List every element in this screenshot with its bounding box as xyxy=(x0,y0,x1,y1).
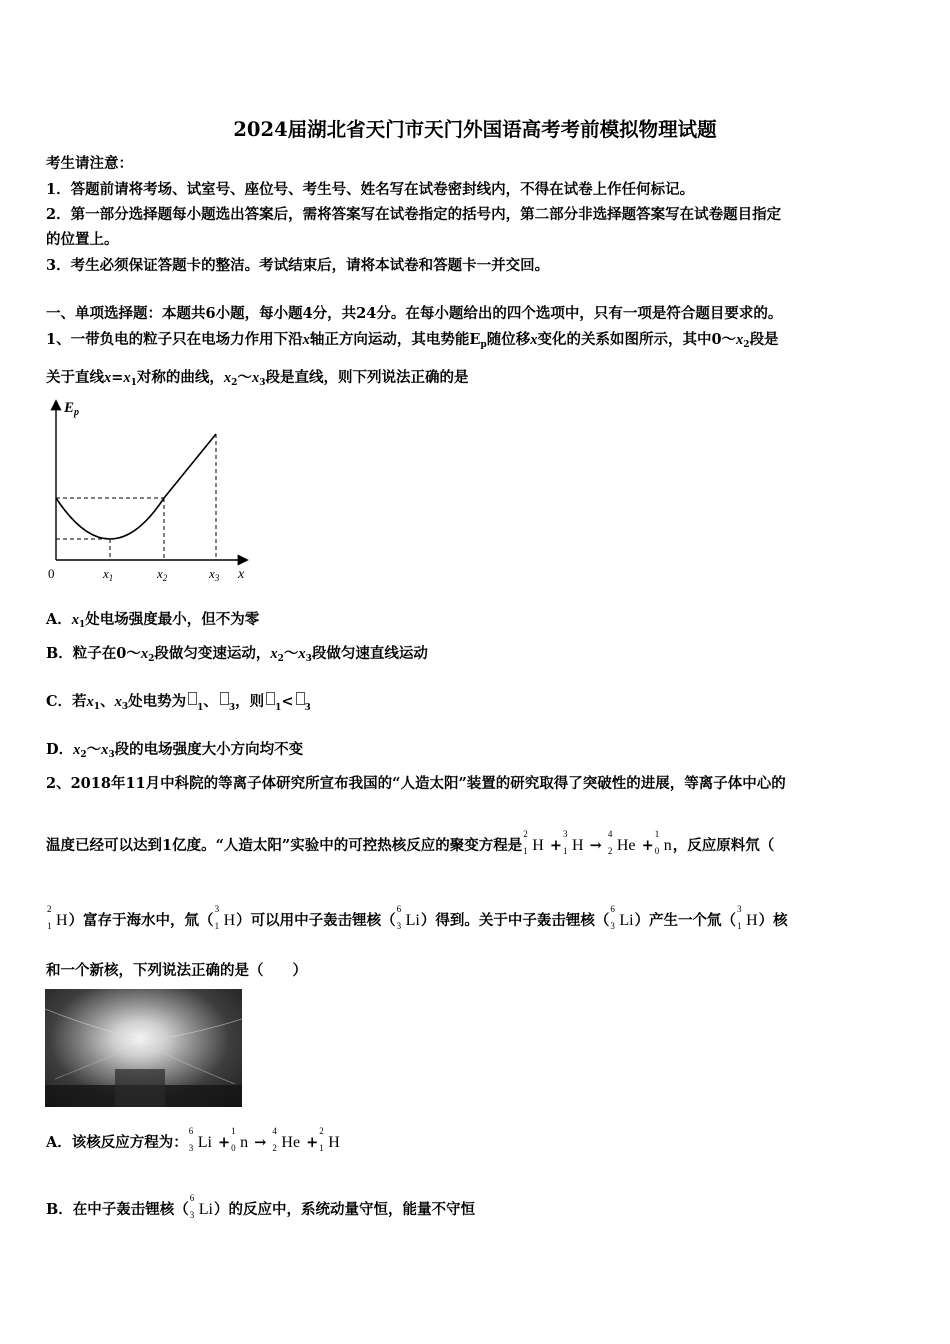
option-text: B．粒子在0～ xyxy=(46,645,141,662)
notice-item-3: 3．考生必须保证答题卡的整洁。考试结束后，请将本试卷和答题卡一并交回。 xyxy=(46,257,550,274)
q2-option-b xyxy=(46,1193,475,1220)
q1-text: 变化的关系如图所示，其中0～ xyxy=(537,331,737,348)
page-title: 2024届湖北省天门市天门外国语高考考前模拟物理试题 xyxy=(233,118,717,141)
q2-text: 温度已经可以达到1亿度。“人造太阳”实验中的可控热核反应的聚变方程是 xyxy=(46,837,523,854)
q1-text: 段是直线，则下列说法正确的是 xyxy=(265,369,469,386)
q2-line-1: 2、2018年11月中科院的等离子体研究所宣布我国的“人造太阳”装置的研究取得了突破性的进展，等离子体中心的 xyxy=(46,775,786,792)
q2-text: ）富存于海水中，氚（ xyxy=(68,912,214,929)
option-text: ～ xyxy=(283,645,299,662)
option-text: < xyxy=(281,693,294,710)
option-label: A． xyxy=(46,611,72,628)
option-text: 段的电场强度大小方向均不变 xyxy=(114,741,304,758)
lithium-symbol: 6 3 Li xyxy=(189,1193,213,1220)
notice-item-2-cont: 的位置上。 xyxy=(46,231,119,248)
option-text: A．该核反应方程为： xyxy=(46,1134,188,1151)
q1-line-2: 关于直线$x=x_1$对称的曲线，$x_2\sim x_3$段是直线，则下列说法正确的是 xyxy=(46,369,469,388)
notice-item-1: 1．答题前请将考场、试室号、座位号、考生号、姓名写在试卷密封线内，不得在试卷上作任何标记。 xyxy=(46,181,695,198)
origin-label: 0 xyxy=(48,566,55,581)
tritium-symbol: 3 1 H xyxy=(737,904,758,931)
q1-text: 关于直线 xyxy=(46,369,104,386)
lithium-symbol: 6 3 Li xyxy=(396,904,420,931)
q1-text: 对称的曲线， xyxy=(136,369,224,386)
q1-option-a: A．$x_1$处电场强度最小，但不为零 xyxy=(46,611,260,630)
tritium-symbol: 3 1 H xyxy=(214,904,236,931)
missing-glyph-icon xyxy=(296,692,305,705)
option-text: ）的反应中，系统动量守恒，能量不守恒 xyxy=(213,1201,475,1218)
lithium-reaction-equation: 6 3 Li + 1 0 n → 4 2 He + 2 1 H xyxy=(188,1126,340,1153)
equation-x-eq-x1: x xyxy=(104,370,112,386)
q1-text: 随位移 xyxy=(486,331,531,348)
option-text: B．在中子轰击锂核（ xyxy=(46,1201,189,1218)
x2-tick-label: $x_2$ xyxy=(157,566,168,583)
lithium-symbol: 6 3 Li xyxy=(610,904,634,931)
var-x: x xyxy=(530,332,538,348)
option-text: 段做匀变速运动， xyxy=(154,645,271,662)
y-axis-label: $E_p$ xyxy=(64,400,80,418)
x3-tick-label: $x_3$ xyxy=(209,566,220,583)
q2-text: ）核 xyxy=(758,912,788,929)
option-text: 、 xyxy=(100,693,115,710)
missing-glyph-icon xyxy=(220,692,229,705)
ep-x-graph xyxy=(40,394,260,590)
section-heading: 一、单项选择题：本题共6小题，每小题4分，共24分。在每小题给出的四个选项中，只有一项是符合题目要求的。 xyxy=(46,305,783,322)
q2-text: ，反应原料氘（ xyxy=(672,837,775,854)
plasma-streaks xyxy=(45,989,242,1107)
q2-line-2 xyxy=(46,829,775,856)
option-text: ，则 xyxy=(235,693,265,710)
q2-line-3 xyxy=(46,904,788,931)
x1-tick-label: $x_1$ xyxy=(103,566,114,583)
option-text: 段做匀速直线运动 xyxy=(311,645,428,662)
ep-curve xyxy=(56,434,216,539)
q1-line-1: 1、一带负电的粒子只在电场力作用下沿x轴正方向运动，其电势能$E_p$随位移x变化的关系如图所示，其中$0\sim x_2$段是 xyxy=(46,331,779,350)
option-label: D． xyxy=(46,741,74,758)
notice-item-2: 2．第一部分选择题每小题选出答案后，需将答案写在试卷指定的括号内，第二部分非选择题答案写在试卷题目指定 xyxy=(46,206,782,223)
artificial-sun-photo xyxy=(45,989,242,1107)
q1-text: 轴正方向运动，其电势能 xyxy=(309,331,470,348)
option-text: 处电场强度最小，但不为零 xyxy=(85,611,260,628)
q1-text: 段是 xyxy=(749,331,779,348)
q2-option-a xyxy=(46,1126,341,1153)
notice-heading: 考生请注意： xyxy=(46,155,133,172)
q2-text: ）产生一个氚（ xyxy=(634,912,737,929)
deuterium-symbol: 2 1 H xyxy=(47,904,68,931)
q2-text: ）可以用中子轰击锂核（ xyxy=(236,912,396,929)
var-x: x xyxy=(302,332,310,348)
q1-option-d: D．$x_2\sim x_3$段的电场强度大小方向均不变 xyxy=(46,741,304,760)
fusion-equation: 2 1 H + 3 1 H → 4 2 He + 1 0 n xyxy=(523,829,672,856)
option-text: C．若 xyxy=(46,693,87,710)
option-text: 处电势为 xyxy=(128,693,187,710)
q2-line-4: 和一个新核，下列说法正确的是（ ） xyxy=(46,962,307,979)
missing-glyph-icon xyxy=(266,692,275,705)
q1-option-b: B．粒子在$0\sim x_2$段做匀变速运动，$x_2\sim x_3$段做匀速直线运动 xyxy=(46,645,428,664)
option-text: 、 xyxy=(203,693,218,710)
q1-text: ～ xyxy=(237,369,252,386)
q1-text: 1、一带负电的粒子只在电场力作用下沿 xyxy=(46,331,303,348)
q2-text: ）得到。关于中子轰击锂核（ xyxy=(420,912,610,929)
var-x2: x xyxy=(736,332,744,348)
q1-option-c: C．若$x_1$、$x_3$处电势为 $_1$、 $_3$，则 $_1$< $_3$ xyxy=(46,693,311,713)
option-text: ～ xyxy=(86,741,102,758)
missing-glyph-icon xyxy=(188,692,197,705)
x-axis-label: x xyxy=(238,567,245,582)
